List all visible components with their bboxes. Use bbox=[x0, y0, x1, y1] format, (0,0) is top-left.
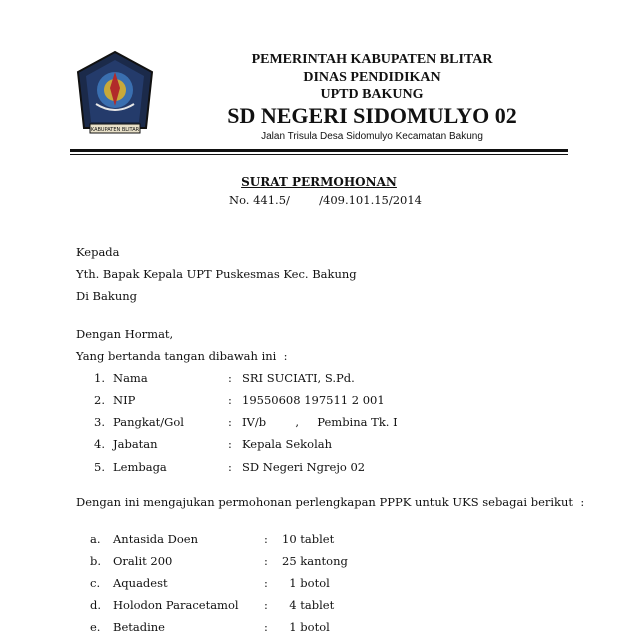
signer-row-label: Pangkat/Gol bbox=[113, 415, 184, 429]
signer-row-number: 3. bbox=[94, 415, 105, 429]
signer-row-value: SD Negeri Ngrejo 02 bbox=[242, 460, 366, 474]
letterhead-divider-thick bbox=[70, 149, 568, 152]
government-line: PEMERINTAH KABUPATEN BLITAR bbox=[251, 52, 493, 67]
recipient-line: Di Bakung bbox=[76, 289, 138, 303]
request-line: Dengan ini mengajukan permohonan perlengkapan PPPK untuk UKS sebagai berikut : bbox=[76, 495, 585, 509]
recipient-line: Kepada bbox=[76, 245, 120, 259]
department-line: DINAS PENDIDIKAN bbox=[303, 70, 441, 85]
letterhead-divider-thin bbox=[70, 154, 568, 155]
logo-ribbon-text: KABUPATEN BLITAR bbox=[90, 127, 140, 133]
recipient-line: Yth. Bapak Kepala UPT Puskesmas Kec. Bakung bbox=[76, 267, 357, 281]
item-name: Holodon Paracetamol bbox=[113, 598, 239, 612]
letterhead bbox=[0, 0, 638, 160]
item-colon: : bbox=[264, 532, 268, 546]
signer-row-colon: : bbox=[228, 415, 232, 429]
signer-row-label: Nama bbox=[113, 371, 148, 385]
signer-row-number: 4. bbox=[94, 437, 105, 451]
signer-row-label: Jabatan bbox=[113, 437, 158, 451]
item-name: Aquadest bbox=[113, 576, 168, 590]
intro-line: Yang bertanda tangan dibawah ini : bbox=[76, 349, 288, 363]
item-quantity: 1 botol bbox=[282, 576, 330, 590]
letter-title: SURAT PERMOHONAN bbox=[241, 175, 397, 189]
regency-emblem-logo bbox=[76, 50, 154, 140]
signer-row-value: 19550608 197511 2 001 bbox=[242, 393, 385, 407]
item-name: Betadine bbox=[113, 620, 165, 634]
signer-row-number: 1. bbox=[94, 371, 105, 385]
item-name: Oralit 200 bbox=[113, 554, 173, 568]
signer-row-label: Lembaga bbox=[113, 460, 167, 474]
item-quantity: 1 botol bbox=[282, 620, 330, 634]
signer-row-value: IV/b , Pembina Tk. I bbox=[242, 415, 398, 429]
signer-row-number: 5. bbox=[94, 460, 105, 474]
item-colon: : bbox=[264, 598, 268, 612]
signer-row-number: 2. bbox=[94, 393, 105, 407]
item-quantity: 4 tablet bbox=[282, 598, 335, 612]
signer-row-colon: : bbox=[228, 437, 232, 451]
item-letter: c. bbox=[90, 576, 101, 590]
signer-row-value: SRI SUCIATI, S.Pd. bbox=[242, 371, 355, 385]
item-colon: : bbox=[264, 576, 268, 590]
letter-number: No. 441.5/ /409.101.15/2014 bbox=[229, 193, 422, 207]
item-name: Antasida Doen bbox=[113, 532, 198, 546]
item-quantity: 25 kantong bbox=[282, 554, 348, 568]
school-name: SD NEGERI SIDOMULYO 02 bbox=[227, 103, 517, 128]
salutation: Dengan Hormat, bbox=[76, 327, 174, 341]
item-quantity: 10 tablet bbox=[282, 532, 335, 546]
signer-row-colon: : bbox=[228, 393, 232, 407]
item-letter: b. bbox=[90, 554, 102, 568]
signer-row-label: NIP bbox=[113, 393, 136, 407]
unit-line: UPTD BAKUNG bbox=[320, 87, 424, 102]
item-letter: e. bbox=[90, 620, 101, 634]
item-letter: d. bbox=[90, 598, 102, 612]
signer-row-colon: : bbox=[228, 371, 232, 385]
signer-row-colon: : bbox=[228, 460, 232, 474]
item-colon: : bbox=[264, 554, 268, 568]
signer-row-value: Kepala Sekolah bbox=[242, 437, 333, 451]
school-address: Jalan Trisula Desa Sidomulyo Kecamatan Bakung bbox=[261, 131, 483, 142]
item-colon: : bbox=[264, 620, 268, 634]
item-letter: a. bbox=[90, 532, 101, 546]
